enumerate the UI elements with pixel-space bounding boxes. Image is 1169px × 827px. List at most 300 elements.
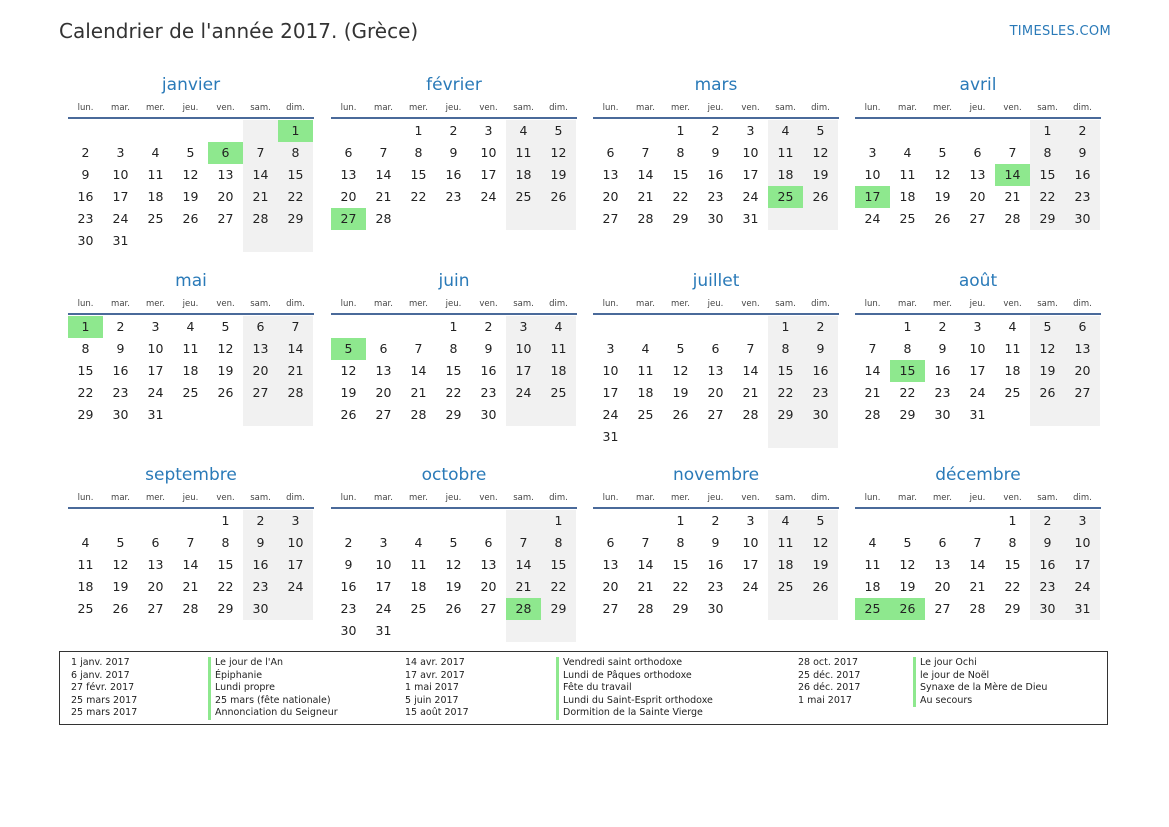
weekday-label: ven. [741,103,760,113]
day-cell: 26 [112,601,129,616]
day-cell: 12 [217,341,234,356]
weekday-label: ven. [741,299,760,309]
day-cell: 11 [182,341,199,356]
empty-cell [278,404,313,426]
day-cell: 13 [602,557,619,572]
empty-cell [138,510,173,532]
day-cell: 27 [707,407,724,422]
day-cell: 1 [1030,120,1065,142]
empty-cell [541,208,576,230]
day-cell: 15 [445,363,462,378]
day-cell: 2 [711,513,720,528]
empty-cell [628,120,663,142]
day-cell: 17 [147,363,164,378]
weekday-header [68,491,314,509]
empty-cell [436,620,471,642]
day-cell: 15 [278,164,313,186]
day-cell: 2 [484,319,493,334]
day-cell: 17 [278,554,313,576]
day-cell: 3 [151,319,160,334]
day-cell: 6 [208,142,243,164]
empty-cell [541,404,576,426]
empty-cell [366,510,401,532]
day-cell: 25 [855,598,890,620]
weekday-label: lun. [340,103,357,113]
day-cell: 8 [676,535,685,550]
day-cell: 12 [445,557,462,572]
weekday-label: mar. [898,299,917,309]
day-cell: 10 [278,532,313,554]
day-cell: 16 [1065,164,1100,186]
day-cell: 18 [506,164,541,186]
legend-entry: Lundi propre [208,682,338,695]
empty-cell [698,426,733,448]
day-cell: 30 [340,623,357,638]
day-cell: 14 [637,167,654,182]
legend-dates-col-1 [71,657,137,720]
weekday-label: ven. [479,299,498,309]
day-cell: 29 [768,404,803,426]
empty-cell [593,120,628,142]
weekday-label: mer. [671,493,690,503]
empty-cell [471,208,506,230]
legend-entry: 17 avr. 2017 [405,669,465,681]
empty-cell [803,208,838,230]
day-cell: 16 [340,579,357,594]
empty-cell [401,316,436,338]
weekday-label: mer. [146,493,165,503]
day-cell: 28 [1004,211,1021,226]
day-cell: 11 [77,557,94,572]
legend-entry: Au secours [913,695,1047,708]
day-cell: 15 [672,557,689,572]
weekday-label: mer. [409,493,428,503]
day-cell: 26 [803,576,838,598]
day-grid [593,316,839,448]
weekday-label: mar. [374,493,393,503]
day-cell: 5 [331,338,366,360]
weekday-label: mer. [671,299,690,309]
day-cell: 14 [995,164,1030,186]
day-cell: 16 [934,363,951,378]
day-cell: 25 [182,385,199,400]
day-cell: 31 [147,407,164,422]
day-cell: 19 [340,385,357,400]
day-cell: 10 [742,535,759,550]
empty-cell [366,316,401,338]
empty-cell [436,208,471,230]
day-cell: 27 [1065,382,1100,404]
day-cell: 6 [711,341,720,356]
empty-cell [733,426,768,448]
day-cell: 27 [147,601,164,616]
month-2 [593,74,839,230]
day-cell: 10 [742,145,759,160]
legend-dates-col-2 [405,657,469,720]
empty-cell [628,426,663,448]
day-cell: 20 [707,385,724,400]
day-cell: 4 [868,535,877,550]
day-cell: 10 [112,167,129,182]
weekday-label: ven. [216,493,235,503]
weekday-label: dim. [1073,299,1092,309]
legend-entry: 1 janv. 2017 [71,657,130,668]
day-cell: 31 [602,429,619,444]
weekday-label: mer. [146,299,165,309]
day-cell: 15 [217,557,234,572]
day-cell: 6 [606,535,615,550]
weekday-label: lun. [864,493,881,503]
day-cell: 27 [969,211,986,226]
day-cell: 9 [116,341,125,356]
empty-cell [278,230,313,252]
holiday-legend [59,651,1108,725]
day-cell: 4 [541,316,576,338]
empty-cell [401,510,436,532]
empty-cell [173,120,208,142]
day-cell: 23 [445,189,462,204]
weekday-header [855,491,1101,509]
legend-entry: 25 déc. 2017 [798,669,861,681]
day-cell: 12 [803,532,838,554]
empty-cell [401,620,436,642]
day-cell: 4 [151,145,160,160]
day-cell: 30 [77,233,94,248]
day-cell: 13 [1065,338,1100,360]
day-cell: 18 [899,189,916,204]
day-cell: 1 [68,316,103,338]
day-cell: 9 [711,145,720,160]
weekday-label: lun. [602,299,619,309]
day-cell: 19 [803,554,838,576]
legend-entry: 25 mars 2017 [71,707,138,719]
month-name: août [958,271,998,291]
day-cell: 8 [903,341,912,356]
day-cell: 20 [934,579,951,594]
day-cell: 27 [217,211,234,226]
weekday-label: ven. [741,493,760,503]
day-cell: 1 [768,316,803,338]
day-cell: 6 [243,316,278,338]
legend-entry: 25 mars 2017 [71,694,138,706]
weekday-label: jeu. [707,103,724,113]
day-cell: 21 [969,579,986,594]
day-cell: 28 [742,407,759,422]
day-cell: 14 [182,557,199,572]
legend-entry: Le jour Ochi [913,657,1047,670]
day-cell: 13 [243,338,278,360]
weekday-header [331,101,577,119]
empty-cell [138,230,173,252]
empty-cell [506,208,541,230]
month-name: octobre [421,465,487,485]
day-cell: 17 [742,167,759,182]
day-cell: 22 [899,385,916,400]
empty-cell [768,208,803,230]
day-cell: 15 [1030,164,1065,186]
weekday-label: sam. [775,299,796,309]
day-cell: 11 [147,167,164,182]
day-cell: 20 [480,579,497,594]
weekday-label: ven. [479,103,498,113]
empty-cell [890,510,925,532]
day-cell: 22 [217,579,234,594]
day-cell: 14 [969,557,986,572]
day-cell: 15 [77,363,94,378]
day-cell: 8 [1030,142,1065,164]
day-grid [593,120,839,230]
day-cell: 23 [480,385,497,400]
day-cell: 6 [973,145,982,160]
day-cell: 19 [672,385,689,400]
weekday-label: dim. [549,299,568,309]
day-cell: 10 [480,145,497,160]
month-name: janvier [161,75,221,95]
day-cell: 12 [182,167,199,182]
day-cell: 5 [116,535,125,550]
weekday-label: mar. [111,493,130,503]
day-cell: 24 [278,576,313,598]
day-cell: 19 [445,579,462,594]
weekday-label: lun. [340,299,357,309]
day-cell: 8 [221,535,230,550]
day-cell: 10 [375,557,392,572]
day-cell: 20 [602,189,619,204]
day-cell: 28 [637,211,654,226]
day-cell: 22 [77,385,94,400]
month-6 [593,270,839,448]
day-cell: 25 [637,407,654,422]
legend-entry: 25 mars (fête nationale) [208,695,338,708]
weekday-label: sam. [250,493,271,503]
day-cell: 23 [243,576,278,598]
day-cell: 19 [803,164,838,186]
day-cell: 3 [746,513,755,528]
day-cell: 8 [676,145,685,160]
weekday-label: lun. [77,299,94,309]
day-cell: 18 [768,164,803,186]
day-cell: 6 [1065,316,1100,338]
day-cell: 7 [243,142,278,164]
day-cell: 1 [449,319,458,334]
day-cell: 17 [969,363,986,378]
day-cell: 14 [864,363,881,378]
day-cell: 18 [147,189,164,204]
month-0 [68,74,314,252]
day-cell: 23 [707,579,724,594]
weekday-label: jeu. [182,493,199,503]
weekday-label: lun. [602,103,619,113]
day-cell: 11 [899,167,916,182]
weekday-label: lun. [340,493,357,503]
empty-cell [208,230,243,252]
day-cell: 4 [1008,319,1017,334]
month-name: juillet [692,271,740,291]
day-cell: 30 [934,407,951,422]
day-cell: 5 [541,120,576,142]
day-cell: 26 [541,186,576,208]
day-cell: 1 [221,513,230,528]
day-cell: 15 [410,167,427,182]
day-grid [68,316,314,426]
month-5 [331,270,577,426]
day-cell: 27 [375,407,392,422]
day-cell: 23 [803,382,838,404]
empty-cell [103,510,138,532]
day-cell: 18 [77,579,94,594]
weekday-label: ven. [479,493,498,503]
day-cell: 12 [340,363,357,378]
weekday-label: mar. [636,103,655,113]
weekday-label: sam. [775,493,796,503]
weekday-label: mar. [374,103,393,113]
day-cell: 13 [375,363,392,378]
month-1 [331,74,577,230]
weekday-label: dim. [811,493,830,503]
day-cell: 10 [602,363,619,378]
day-cell: 5 [1030,316,1065,338]
day-cell: 2 [81,145,90,160]
day-cell: 27 [934,601,951,616]
day-cell: 4 [903,145,912,160]
day-cell: 20 [217,189,234,204]
day-grid [331,120,577,230]
day-cell: 10 [969,341,986,356]
day-cell: 2 [344,535,353,550]
empty-cell [366,120,401,142]
weekday-label: mer. [146,103,165,113]
weekday-label: mar. [898,493,917,503]
day-cell: 30 [243,598,278,620]
brand-link[interactable]: TIMESLES.COM [1009,24,1111,39]
day-cell: 2 [1030,510,1065,532]
day-cell: 11 [864,557,881,572]
day-cell: 3 [116,145,125,160]
day-cell: 24 [375,601,392,616]
day-cell: 8 [414,145,423,160]
month-name: mai [175,271,207,291]
empty-cell [103,120,138,142]
day-cell: 3 [484,123,493,138]
empty-cell [733,316,768,338]
day-cell: 23 [1030,576,1065,598]
weekday-label: mar. [374,299,393,309]
legend-entry: 26 déc. 2017 [798,682,861,694]
day-cell: 3 [746,123,755,138]
day-cell: 29 [445,407,462,422]
day-cell: 30 [1065,208,1100,230]
day-cell: 16 [77,189,94,204]
day-cell: 22 [672,579,689,594]
day-cell: 10 [506,338,541,360]
weekday-label: sam. [513,103,534,113]
day-cell: 7 [641,535,650,550]
empty-cell [855,510,890,532]
day-cell: 13 [707,363,724,378]
day-cell: 25 [768,186,803,208]
day-cell: 2 [803,316,838,338]
day-cell: 5 [449,535,458,550]
day-cell: 7 [506,532,541,554]
empty-cell [173,230,208,252]
day-cell: 13 [480,557,497,572]
weekday-label: sam. [513,299,534,309]
day-cell: 3 [1065,510,1100,532]
day-cell: 11 [506,142,541,164]
empty-cell [960,510,995,532]
weekday-label: mar. [898,103,917,113]
day-cell: 9 [81,167,90,182]
empty-cell [331,120,366,142]
day-cell: 25 [410,601,427,616]
day-cell: 13 [147,557,164,572]
day-cell: 6 [344,145,353,160]
day-cell: 16 [112,363,129,378]
day-cell: 29 [1004,601,1021,616]
legend-entry: 15 août 2017 [405,707,469,719]
weekday-label: sam. [1037,299,1058,309]
weekday-label: jeu. [707,299,724,309]
day-cell: 18 [637,385,654,400]
weekday-label: mer. [933,493,952,503]
day-cell: 21 [243,186,278,208]
day-cell: 24 [742,189,759,204]
day-cell: 30 [112,407,129,422]
day-cell: 26 [217,385,234,400]
legend-entry: Vendredi saint orthodoxe [556,657,713,670]
empty-cell [243,120,278,142]
month-name: juin [438,271,470,291]
weekday-label: sam. [1037,103,1058,113]
day-grid [855,120,1101,230]
empty-cell [768,426,803,448]
empty-cell [401,208,436,230]
weekday-label: jeu. [969,299,986,309]
empty-cell [506,620,541,642]
weekday-label: jeu. [445,299,462,309]
day-cell: 30 [707,601,724,616]
day-cell: 17 [375,579,392,594]
empty-cell [995,120,1030,142]
day-cell: 23 [77,211,94,226]
day-cell: 5 [676,341,685,356]
day-cell: 6 [379,341,388,356]
day-cell: 9 [484,341,493,356]
empty-cell [855,316,890,338]
day-cell: 30 [707,211,724,226]
day-cell: 7 [641,145,650,160]
day-cell: 7 [186,535,195,550]
day-cell: 22 [410,189,427,204]
day-cell: 29 [1030,208,1065,230]
day-cell: 12 [672,363,689,378]
day-cell: 9 [711,535,720,550]
day-cell: 15 [1004,557,1021,572]
day-cell: 11 [410,557,427,572]
empty-cell [925,120,960,142]
weekday-header [68,297,314,315]
day-cell: 20 [375,385,392,400]
weekday-label: mar. [636,299,655,309]
empty-cell [698,316,733,338]
day-cell: 19 [112,579,129,594]
empty-cell [663,316,698,338]
day-cell: 23 [1065,186,1100,208]
day-cell: 5 [803,120,838,142]
day-cell: 28 [278,382,313,404]
month-name: novembre [672,465,760,485]
weekday-label: dim. [1073,103,1092,113]
